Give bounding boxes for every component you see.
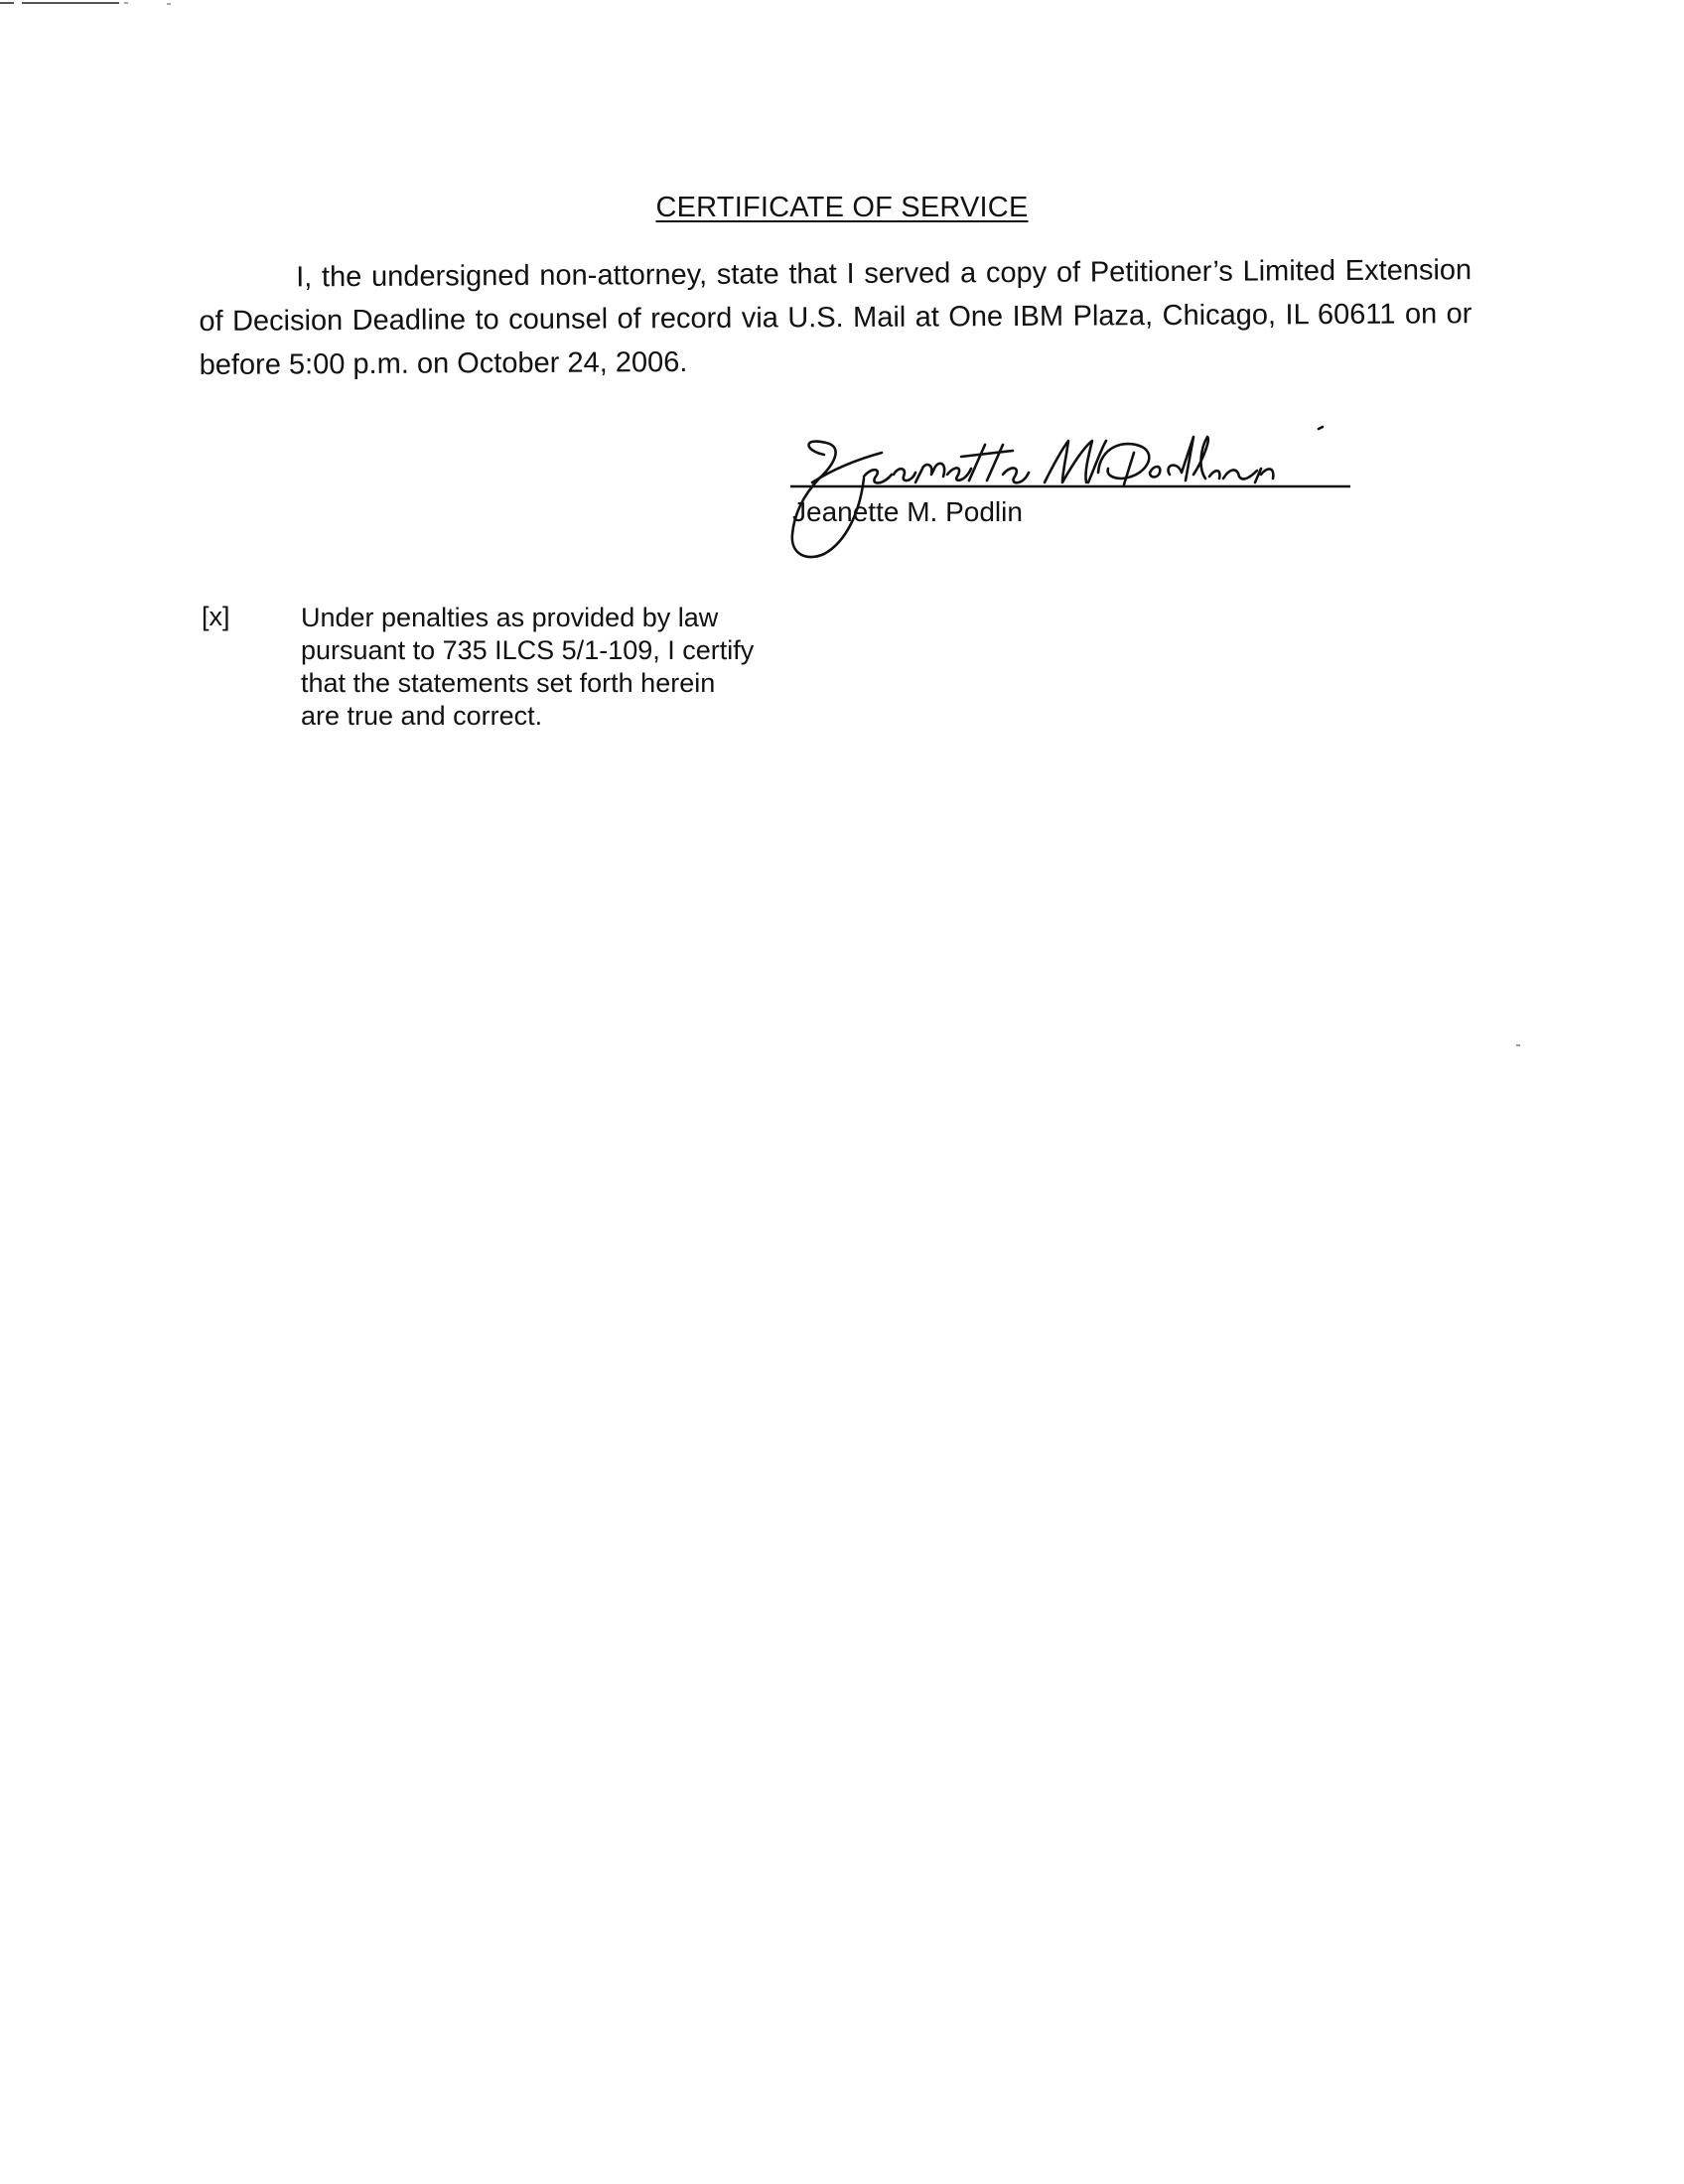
document-title: CERTIFICATE OF SERVICE (655, 192, 1029, 223)
handwritten-signature (765, 417, 1360, 566)
certificate-body: I, the undersigned non-attorney, state that I served a copy of Petitioner’s Limited Extension of Decision Deadline to counsel of record via U.S. Mail at One IBM Plaza, Chicago, IL 60611 on or before 5:00 p.m. on October 24, 2006. (199, 254, 1473, 381)
signature-block (765, 417, 1360, 566)
certification-text (301, 602, 857, 733)
signer-name: Jeanette M. Podlin (792, 496, 1023, 527)
scan-artifact-marks (0, 0, 199, 14)
certification-line: pursuant to 735 ILCS 5/1-109, I certify (301, 635, 755, 665)
checkbox-mark: [x] (202, 602, 230, 631)
scan-speck (1516, 1044, 1520, 1046)
certification-line: that the statements set forth herein (301, 668, 716, 698)
certification-line: Under penalties as provided by law (301, 603, 719, 632)
certification-line: are true and correct. (301, 701, 543, 731)
